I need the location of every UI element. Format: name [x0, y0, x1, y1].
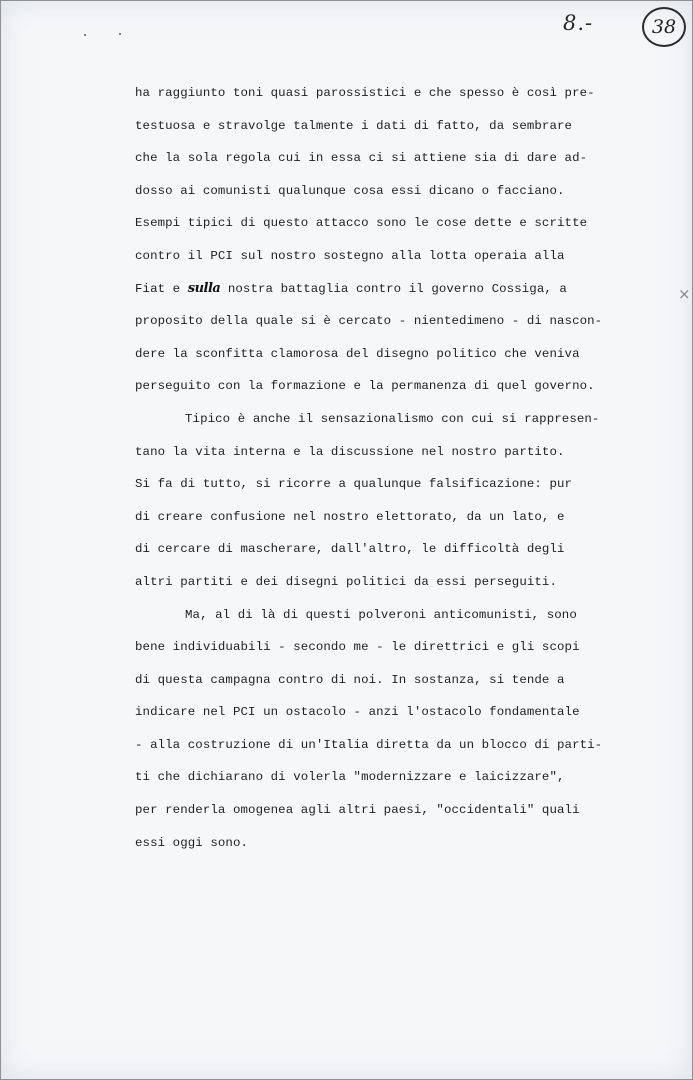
- text-line: testuosa e stravolge talmente i dati di fatto, da sembrare: [135, 118, 573, 133]
- circled-page-number: 38: [642, 7, 686, 47]
- text-line: Tipico è anche il sensazionalismo con cui si rappresen-: [185, 411, 600, 426]
- text-line: per renderla omogenea agli altri paesi, "occidentali" quali: [135, 803, 580, 818]
- text-line: altri partiti e dei disegni politici da essi perseguiti.: [135, 574, 557, 589]
- text-line: indicare nel PCI un ostacolo - anzi l'ostacolo fondamentale: [135, 705, 580, 720]
- text-line: proposito della quale si è cercato - nientedimeno - di nascon-: [135, 314, 603, 329]
- text-line: Si fa di tutto, si ricorre a qualunque falsificazione: pur: [135, 477, 573, 492]
- text-line: essi oggi sono.: [135, 835, 249, 850]
- text-line: ha raggiunto toni quasi parossistici e che spesso è così pre-: [135, 86, 595, 100]
- text-line: Esempi tipici di questo attacco sono le cose dette e scritte: [135, 216, 588, 231]
- text-line: perseguito con la formazione e la permanenza di quel governo.: [135, 379, 595, 394]
- text-line: di cercare di mascherare, dall'altro, le difficoltà degli: [135, 542, 565, 557]
- text-line: tano la vita interna e la discussione nel nostro partito.: [135, 444, 565, 459]
- margin-check-mark: ×: [678, 285, 691, 303]
- text-line: dere la sconfitta clamorosa del disegno politico che veniva: [135, 346, 580, 361]
- handwritten-correction: sulla: [187, 280, 221, 296]
- text-line: dosso ai comunisti qualunque cosa essi dicano o facciano.: [135, 183, 565, 198]
- text-line: che la sola regola cui in essa ci si attiene sia di dare ad-: [135, 151, 588, 166]
- text-line: ti che dichiarano di volerla "modernizzare e laicizzare",: [135, 770, 565, 785]
- speck-mark: [84, 34, 86, 36]
- text-line: Ma, al di là di questi polveroni anticomunisti, sono: [185, 607, 577, 622]
- text-line: - alla costruzione di un'Italia diretta da un blocco di parti-: [135, 737, 603, 752]
- text-line: contro il PCI sul nostro sostegno alla lotta operaia alla: [135, 248, 565, 263]
- text-line-with-correction: [135, 281, 595, 314]
- handwritten-page-number: 8.-: [563, 11, 594, 35]
- text-segment: Fiat e: [135, 281, 188, 296]
- text-line: di creare confusione nel nostro elettorato, da un lato, e: [135, 509, 565, 524]
- text-line: bene individuabili - secondo me - le direttrici e gli scopi: [135, 640, 580, 655]
- text-line: di questa campagna contro di noi. In sostanza, si tende a: [135, 672, 565, 687]
- body-text: [135, 85, 603, 867]
- text-segment: nostra battaglia contro il governo Cossiga, a: [220, 281, 567, 296]
- speck-mark: [119, 33, 121, 35]
